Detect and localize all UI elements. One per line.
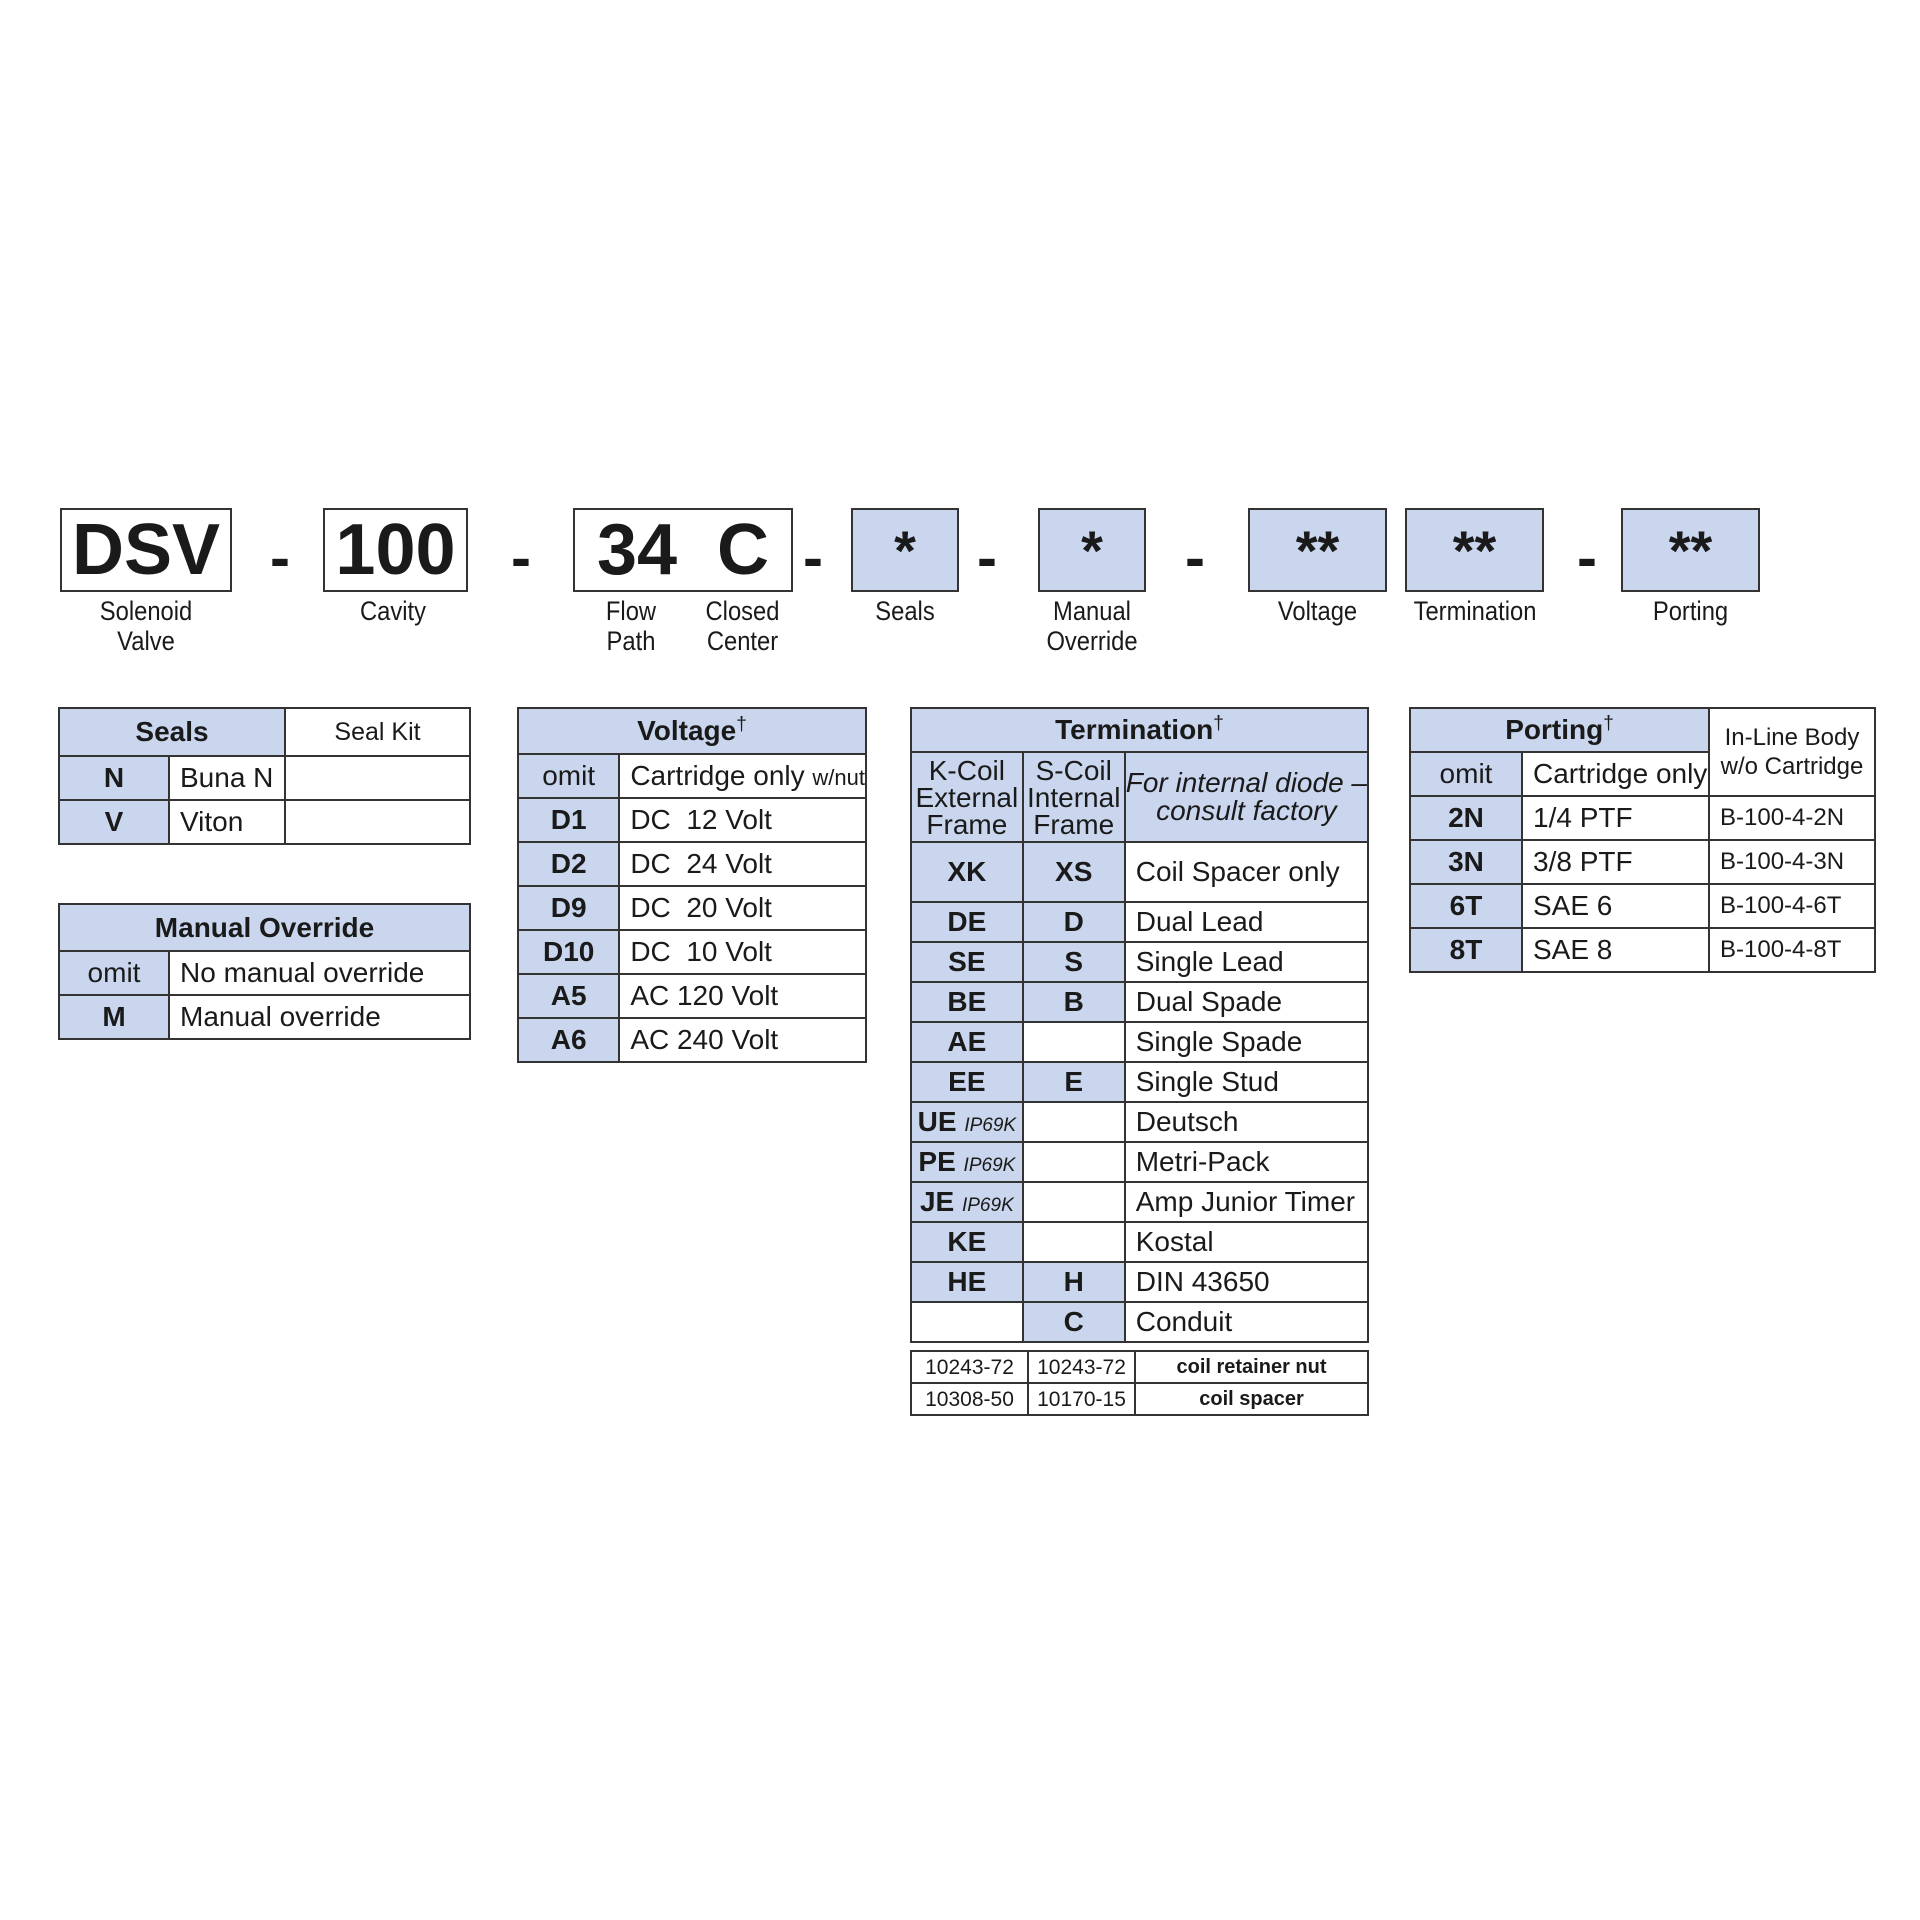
part-desc: coil spacer [1135, 1383, 1368, 1415]
code-box-seals: * [851, 508, 959, 592]
separator-dash: - [977, 524, 997, 591]
porting-desc: SAE 6 [1522, 884, 1709, 928]
voltage-desc: DC 20 Volt [619, 886, 866, 930]
body-part-number: B-100-4-3N [1709, 840, 1875, 884]
scoil-code: C [1023, 1302, 1125, 1342]
termination-desc: Single Lead [1125, 942, 1368, 982]
table-row [518, 1018, 866, 1062]
voltage-code: D9 [518, 886, 619, 930]
scoil-code [1023, 1102, 1125, 1142]
voltage-code: A5 [518, 974, 619, 1018]
table-row [59, 756, 470, 800]
code-box-manual-override: * [1038, 508, 1146, 592]
code-box-voltage: ** [1248, 508, 1387, 592]
seal-desc: Buna N [169, 756, 285, 800]
code-box-porting: ** [1621, 508, 1760, 592]
voltage-desc: AC 120 Volt [619, 974, 866, 1018]
termination-desc: Single Spade [1125, 1022, 1368, 1062]
termination-desc: Metri-Pack [1125, 1142, 1368, 1182]
voltage-title: Voltage† [518, 708, 866, 754]
seal-kit [285, 800, 470, 844]
kcoil-code: AE [911, 1022, 1023, 1062]
voltage-code: D10 [518, 930, 619, 974]
termination-table [910, 707, 1369, 1343]
kcoil-code: JE IP69K [911, 1182, 1023, 1222]
table-row [911, 1302, 1368, 1342]
table-row [518, 754, 866, 798]
table-row [911, 1062, 1368, 1102]
scoil-code [1023, 1222, 1125, 1262]
kcoil-code: PE IP69K [911, 1142, 1023, 1182]
override-desc: No manual override [169, 951, 470, 995]
table-row [518, 930, 866, 974]
kcoil-code: UE IP69K [911, 1102, 1023, 1142]
table-row [911, 1022, 1368, 1062]
table-row [518, 798, 866, 842]
termination-desc: Dual Spade [1125, 982, 1368, 1022]
table-row [518, 974, 866, 1018]
kcoil-code: KE [911, 1222, 1023, 1262]
porting-code: 2N [1410, 796, 1522, 840]
label-cavity: Cavity [359, 596, 426, 626]
label-porting: Porting [1652, 596, 1729, 626]
kcoil-code [911, 1302, 1023, 1342]
porting-code: omit [1410, 752, 1522, 796]
part-number: 10170-15 [1028, 1383, 1135, 1415]
porting-desc: SAE 8 [1522, 928, 1709, 972]
body-part-number: B-100-4-8T [1709, 928, 1875, 972]
scoil-code [1023, 1142, 1125, 1182]
label-voltage: Voltage [1277, 596, 1358, 626]
scoil-code: D [1023, 902, 1125, 942]
table-row [911, 1262, 1368, 1302]
seal-kit [285, 756, 470, 800]
table-row [911, 1142, 1368, 1182]
manual-override-title: Manual Override [59, 904, 470, 951]
voltage-code: D2 [518, 842, 619, 886]
override-code: omit [59, 951, 169, 995]
voltage-code: D1 [518, 798, 619, 842]
separator-dash: - [1185, 524, 1205, 591]
kcoil-code: HE [911, 1262, 1023, 1302]
label-flow-path: Flow Path [605, 596, 657, 656]
part-number: 10243-72 [911, 1351, 1028, 1383]
termination-parts-table [910, 1350, 1369, 1416]
termination-desc: Deutsch [1125, 1102, 1368, 1142]
kcoil-header: K-Coil External Frame [911, 752, 1023, 842]
scoil-code: H [1023, 1262, 1125, 1302]
termination-desc: Coil Spacer only [1125, 842, 1368, 902]
table-row [518, 886, 866, 930]
porting-table [1409, 707, 1876, 973]
scoil-code: B [1023, 982, 1125, 1022]
seal-code: V [59, 800, 169, 844]
body-part-number: B-100-4-2N [1709, 796, 1875, 840]
kcoil-code: DE [911, 902, 1023, 942]
seals-table [58, 707, 471, 845]
table-row [59, 995, 470, 1039]
table-row [911, 902, 1368, 942]
scoil-code: E [1023, 1062, 1125, 1102]
scoil-code [1023, 1182, 1125, 1222]
code-box-series: DSV [60, 508, 232, 592]
override-code: M [59, 995, 169, 1039]
override-desc: Manual override [169, 995, 470, 1039]
seal-desc: Viton [169, 800, 285, 844]
kcoil-code: XK [911, 842, 1023, 902]
inline-body-header: In-Line Body w/o Cartridge [1709, 708, 1875, 796]
seal-kit-header: Seal Kit [285, 708, 470, 756]
porting-code: 8T [1410, 928, 1522, 972]
kcoil-code: SE [911, 942, 1023, 982]
table-row [911, 942, 1368, 982]
part-desc: coil retainer nut [1135, 1351, 1368, 1383]
termination-desc: Dual Lead [1125, 902, 1368, 942]
table-row [59, 800, 470, 844]
part-number: 10308-50 [911, 1383, 1028, 1415]
voltage-desc: AC 240 Volt [619, 1018, 866, 1062]
code-box-flow-path: 34 C [573, 508, 793, 592]
code-box-cavity: 100 [323, 508, 468, 592]
voltage-desc: DC 10 Volt [619, 930, 866, 974]
separator-dash: - [270, 524, 290, 591]
label-termination: Termination [1413, 596, 1537, 626]
label-manual-override: Manual Override [1046, 596, 1138, 656]
table-row [1410, 884, 1875, 928]
code-box-termination: ** [1405, 508, 1544, 592]
porting-title: Porting† [1410, 708, 1709, 752]
porting-desc: 3/8 PTF [1522, 840, 1709, 884]
porting-desc: 1/4 PTF [1522, 796, 1709, 840]
porting-desc: Cartridge only [1522, 752, 1709, 796]
table-row [911, 1351, 1368, 1383]
porting-code: 6T [1410, 884, 1522, 928]
seal-code: N [59, 756, 169, 800]
separator-dash: - [1577, 524, 1597, 591]
table-row [911, 982, 1368, 1022]
termination-desc: Conduit [1125, 1302, 1368, 1342]
scoil-code [1023, 1022, 1125, 1062]
scoil-code: XS [1023, 842, 1125, 902]
table-row [1410, 928, 1875, 972]
voltage-desc: DC 24 Volt [619, 842, 866, 886]
table-row [911, 1102, 1368, 1142]
termination-desc: Amp Junior Timer [1125, 1182, 1368, 1222]
voltage-desc: DC 12 Volt [619, 798, 866, 842]
voltage-table [517, 707, 867, 1063]
table-row [518, 842, 866, 886]
table-row [911, 1182, 1368, 1222]
table-row [1410, 796, 1875, 840]
body-part-number: B-100-4-6T [1709, 884, 1875, 928]
separator-dash: - [803, 524, 823, 591]
label-seals: Seals [875, 596, 935, 626]
kcoil-code: EE [911, 1062, 1023, 1102]
termination-desc: Kostal [1125, 1222, 1368, 1262]
scoil-header: S-Coil Internal Frame [1023, 752, 1125, 842]
kcoil-code: BE [911, 982, 1023, 1022]
label-closed-center: Closed Center [705, 596, 780, 656]
termination-desc: DIN 43650 [1125, 1262, 1368, 1302]
table-row [911, 842, 1368, 902]
scoil-code: S [1023, 942, 1125, 982]
separator-dash: - [511, 524, 531, 591]
diode-note: For internal diode – consult factory [1125, 752, 1368, 842]
table-row [59, 951, 470, 995]
label-solenoid-valve: Solenoid Valve [99, 596, 193, 656]
table-row [911, 1383, 1368, 1415]
termination-desc: Single Stud [1125, 1062, 1368, 1102]
part-number: 10243-72 [1028, 1351, 1135, 1383]
seals-title: Seals [59, 708, 285, 756]
manual-override-table [58, 903, 471, 1040]
voltage-code: A6 [518, 1018, 619, 1062]
voltage-code: omit [518, 754, 619, 798]
porting-code: 3N [1410, 840, 1522, 884]
table-row [911, 1222, 1368, 1262]
voltage-desc: Cartridge only w/nut [619, 754, 866, 798]
table-row [1410, 840, 1875, 884]
termination-title: Termination† [911, 708, 1368, 752]
